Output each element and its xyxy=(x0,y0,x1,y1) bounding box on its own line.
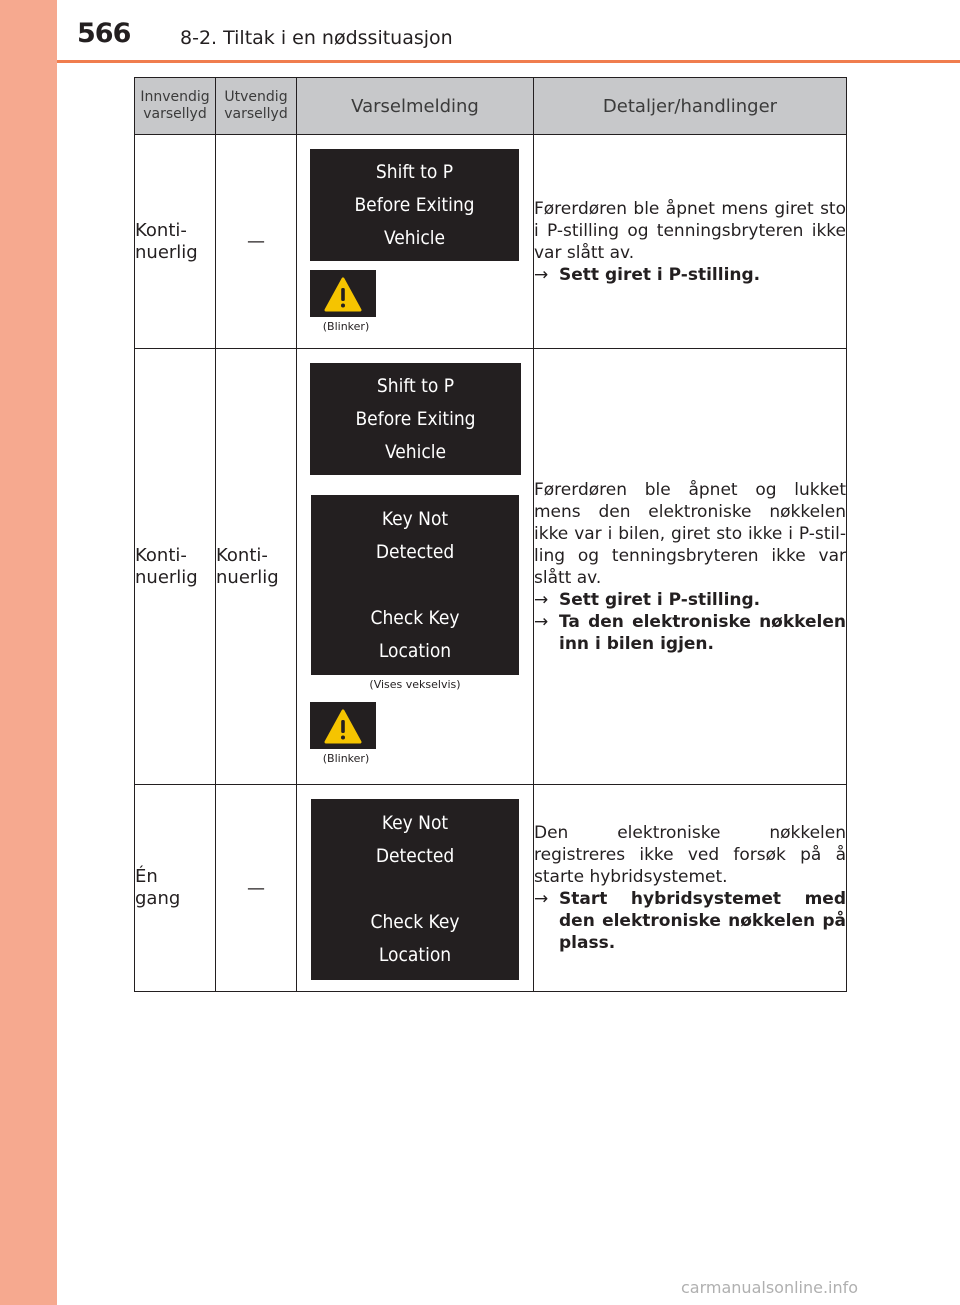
side-bar xyxy=(0,0,57,1305)
outside-sound: — xyxy=(216,785,297,992)
inside-sound: Én gang xyxy=(135,785,216,992)
arrow-icon: → xyxy=(534,611,549,632)
display-line: Vehicle xyxy=(385,440,446,463)
display-shift-to-p xyxy=(310,149,519,261)
detail-text: Førerdøren ble åpnet mens giret sto i P-stilling og tenningsbryteren ikke var slått av. xyxy=(534,198,846,263)
page-header xyxy=(57,0,960,62)
arrow-icon: → xyxy=(534,264,549,285)
action-item: → Start hybridsystemet med den elektroniske nøkkelen på plass. xyxy=(534,889,846,953)
display-line xyxy=(311,569,519,602)
action-item: → Ta den elektroniske nøkkelen inn i bilen igjen. xyxy=(534,611,846,654)
display-key-not-detected xyxy=(311,495,519,675)
header-inside-sound: Innvendig varsellyd xyxy=(135,78,216,135)
outside-sound: Konti- nuerlig xyxy=(216,349,297,785)
details-cell xyxy=(534,135,847,349)
message-cell xyxy=(297,135,534,349)
details-cell xyxy=(534,349,847,785)
details-cell xyxy=(534,785,847,992)
display-key-not-detected xyxy=(311,799,519,980)
outside-sound: — xyxy=(216,135,297,349)
header-outside-sound: Utvendig varsellyd xyxy=(216,78,297,135)
header-warning-message: Varselmelding xyxy=(297,78,534,135)
display-line: Shift to P xyxy=(376,374,455,397)
arrow-icon: → xyxy=(534,589,549,610)
display-line: Detected xyxy=(375,845,455,867)
warning-triangle-icon xyxy=(310,702,376,749)
watermark: carmanualsonline.info xyxy=(681,1278,859,1297)
chapter-title: 8-2. Tiltak i en nødssituasjon xyxy=(180,27,453,49)
arrow-icon: → xyxy=(534,889,549,909)
inside-sound: Konti- nuerlig xyxy=(135,349,216,785)
alternate-caption: (Vises vekselvis) xyxy=(369,678,461,691)
display-line xyxy=(311,873,519,906)
display-line: Vehicle xyxy=(384,226,445,249)
message-cell xyxy=(297,349,534,785)
display-line: Before Exiting xyxy=(354,193,475,216)
blinker-caption: (Blinker) xyxy=(322,752,370,765)
table-row xyxy=(135,135,847,349)
display-line: Detected xyxy=(375,540,455,563)
message-cell xyxy=(297,785,534,992)
detail-text: Førerdøren ble åpnet og lukket mens den elektroniske nøkkelen ikke var i bilen, giret sto ikke i P-stil-ling og tenningsbryteren ikke var slått av. xyxy=(534,479,846,588)
blinker-caption: (Blinker) xyxy=(322,320,370,333)
display-line: Check Key xyxy=(370,606,460,629)
display-line: Key Not xyxy=(381,812,449,834)
table-row xyxy=(135,785,847,992)
display-line: Location xyxy=(378,639,452,662)
page-number: 566 xyxy=(77,18,131,49)
display-line: Check Key xyxy=(370,911,460,933)
display-line: Shift to P xyxy=(375,160,454,183)
detail-text: Den elektroniske nøkkelen registreres ikke ved forsøk på å starte hybridsystemet. xyxy=(534,823,846,887)
table-row xyxy=(135,349,847,785)
action-item: → Sett giret i P-stilling. xyxy=(534,264,761,285)
header-details: Detaljer/handlinger xyxy=(534,78,847,135)
action-item: → Sett giret i P-stilling. xyxy=(534,589,761,610)
warning-table xyxy=(134,77,847,992)
warning-triangle-icon xyxy=(310,270,376,317)
display-line: Key Not xyxy=(381,507,449,530)
inside-sound: Konti- nuerlig xyxy=(135,135,216,349)
header-divider xyxy=(57,60,960,63)
display-shift-to-p xyxy=(310,363,521,475)
display-line: Before Exiting xyxy=(355,407,476,430)
display-line: Location xyxy=(378,944,452,966)
